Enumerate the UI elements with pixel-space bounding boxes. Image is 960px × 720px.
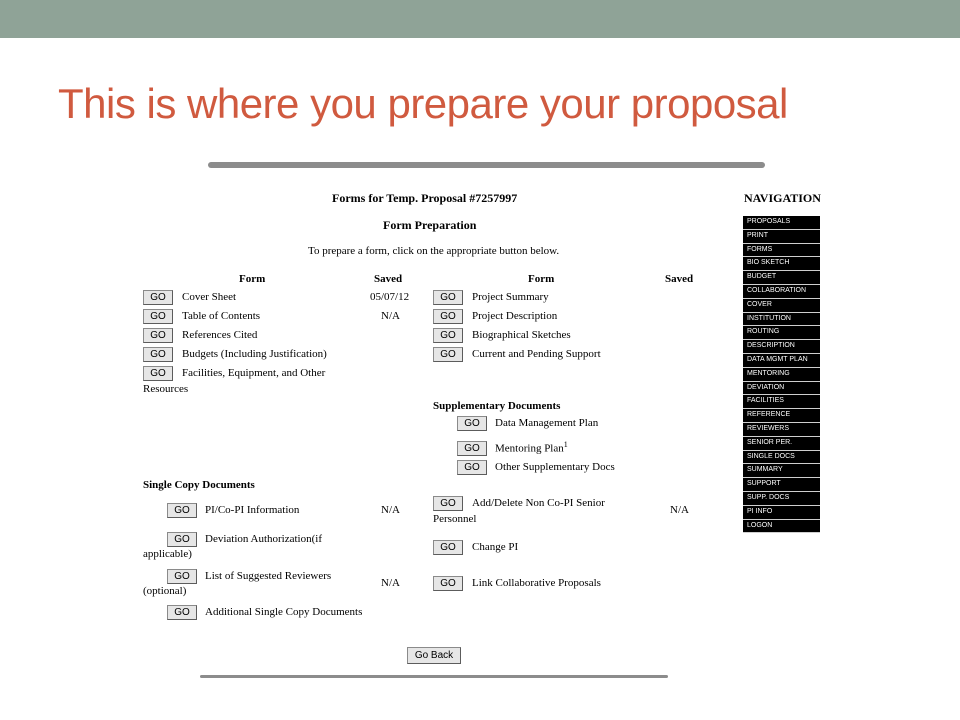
go-button-change-pi[interactable]: GO xyxy=(433,540,463,555)
form-subtitle: Form Preparation xyxy=(383,218,477,232)
mentoring-plan-text: Mentoring Plan xyxy=(495,442,564,455)
single-copy-heading: Single Copy Documents xyxy=(143,479,255,491)
go-button-mentoring-plan[interactable]: GO xyxy=(457,441,487,456)
nav-item-routing[interactable]: ROUTING xyxy=(743,326,820,340)
go-button-suggested-reviewers[interactable]: GO xyxy=(167,569,197,584)
go-button-link-collaborative[interactable]: GO xyxy=(433,576,463,591)
top-banner xyxy=(0,0,960,38)
form-label-additional-single-copy: Additional Single Copy Documents xyxy=(205,606,363,618)
form-label-pi-copi-information: PI/Co-PI Information xyxy=(205,504,300,516)
nav-item-cover[interactable]: COVER xyxy=(743,299,820,313)
form-label-mentoring-plan xyxy=(495,440,568,455)
nav-item-facilities[interactable]: FACILITIES xyxy=(743,395,820,409)
form-label-references-cited: References Cited xyxy=(182,329,258,341)
form-label-link-collaborative: Link Collaborative Proposals xyxy=(472,577,601,589)
form-label-biographical-sketches: Biographical Sketches xyxy=(472,329,571,341)
go-back-button[interactable]: Go Back xyxy=(407,647,461,664)
nav-item-institution[interactable]: INSTITUTION xyxy=(743,313,820,327)
nav-item-description[interactable]: DESCRIPTION xyxy=(743,340,820,354)
form-instructions: To prepare a form, click on the appropriate button below. xyxy=(308,245,560,257)
saved-value-suggested-reviewers: N/A xyxy=(381,577,400,589)
nav-item-summary[interactable]: SUMMARY xyxy=(743,464,820,478)
form-label-deviation-authorization: Deviation Authorization(if xyxy=(205,533,322,545)
form-label-deviation-authorization-cont: applicable) xyxy=(143,548,192,560)
form-label-suggested-reviewers-cont: (optional) xyxy=(143,585,187,597)
form-label-change-pi: Change PI xyxy=(472,541,519,553)
form-label-table-of-contents: Table of Contents xyxy=(182,310,261,322)
go-button-references-cited[interactable]: GO xyxy=(143,328,173,343)
nav-item-logon[interactable]: LOGON xyxy=(743,520,820,534)
column-header-saved-right: Saved xyxy=(665,273,694,285)
form-label-data-management-plan: Data Management Plan xyxy=(495,417,599,429)
form-label-senior-personnel: Add/Delete Non Co-PI Senior xyxy=(472,497,605,509)
column-header-form-left: Form xyxy=(239,273,266,285)
go-button-data-management-plan[interactable]: GO xyxy=(457,416,487,431)
go-button-additional-single-copy[interactable]: GO xyxy=(167,605,197,620)
nav-item-bio-sketch[interactable]: BIO SKETCH xyxy=(743,257,820,271)
mentoring-plan-footnote: 1 xyxy=(563,440,568,449)
nav-item-reference[interactable]: REFERENCE xyxy=(743,409,820,423)
go-button-project-summary[interactable]: GO xyxy=(433,290,463,305)
nav-item-reviewers[interactable]: REVIEWERS xyxy=(743,423,820,437)
form-label-other-supplementary-docs: Other Supplementary Docs xyxy=(495,461,615,473)
go-button-pi-copi-information[interactable]: GO xyxy=(167,503,197,518)
saved-value-senior-personnel: N/A xyxy=(670,504,689,516)
go-button-other-supplementary-docs[interactable]: GO xyxy=(457,460,487,475)
nav-item-budget[interactable]: BUDGET xyxy=(743,271,820,285)
go-button-facilities[interactable]: GO xyxy=(143,366,173,381)
slide-title: This is where you prepare your proposal xyxy=(58,80,788,127)
form-label-project-summary: Project Summary xyxy=(472,291,549,303)
navigation-title: NAVIGATION xyxy=(744,191,821,205)
form-label-facilities: Facilities, Equipment, and Other xyxy=(182,367,326,379)
nav-item-proposals[interactable]: PROPOSALS xyxy=(743,216,820,230)
nav-item-support[interactable]: SUPPORT xyxy=(743,478,820,492)
nav-item-forms[interactable]: FORMS xyxy=(743,244,820,258)
navigation-menu xyxy=(743,216,820,533)
form-title: Forms for Temp. Proposal #7257997 xyxy=(332,191,518,205)
nav-item-senior-per[interactable]: SENIOR PER. xyxy=(743,437,820,451)
go-button-deviation-authorization[interactable]: GO xyxy=(167,532,197,547)
bottom-divider xyxy=(200,675,668,678)
go-button-cover-sheet[interactable]: GO xyxy=(143,290,173,305)
nav-item-single-docs[interactable]: SINGLE DOCS xyxy=(743,451,820,465)
saved-value-table-of-contents: N/A xyxy=(381,310,400,322)
saved-value-pi-copi-information: N/A xyxy=(381,504,400,516)
nav-item-collaboration[interactable]: COLLABORATION xyxy=(743,285,820,299)
form-label-current-pending-support: Current and Pending Support xyxy=(472,348,601,360)
supplementary-heading: Supplementary Documents xyxy=(433,400,561,412)
form-label-suggested-reviewers: List of Suggested Reviewers xyxy=(205,570,332,582)
go-button-senior-personnel[interactable]: GO xyxy=(433,496,463,511)
form-label-budgets: Budgets (Including Justification) xyxy=(182,348,327,360)
nav-item-deviation[interactable]: DEVIATION xyxy=(743,382,820,396)
column-header-form-right: Form xyxy=(528,273,555,285)
column-header-saved-left: Saved xyxy=(374,273,403,285)
go-button-project-description[interactable]: GO xyxy=(433,309,463,324)
form-label-senior-personnel-cont: Personnel xyxy=(433,513,477,525)
form-label-project-description: Project Description xyxy=(472,310,558,322)
saved-value-cover-sheet: 05/07/12 xyxy=(370,291,410,303)
go-button-biographical-sketches[interactable]: GO xyxy=(433,328,463,343)
go-button-current-pending-support[interactable]: GO xyxy=(433,347,463,362)
form-label-cover-sheet: Cover Sheet xyxy=(182,291,237,303)
top-divider xyxy=(208,162,765,168)
form-label-facilities-cont: Resources xyxy=(143,383,189,395)
nav-item-mentoring[interactable]: MENTORING xyxy=(743,368,820,382)
go-button-budgets[interactable]: GO xyxy=(143,347,173,362)
nav-item-print[interactable]: PRINT xyxy=(743,230,820,244)
nav-item-supp-docs[interactable]: SUPP. DOCS xyxy=(743,492,820,506)
nav-item-data-mgmt-plan[interactable]: DATA MGMT PLAN xyxy=(743,354,820,368)
nav-item-pi-info[interactable]: PI INFO xyxy=(743,506,820,520)
go-button-table-of-contents[interactable]: GO xyxy=(143,309,173,324)
